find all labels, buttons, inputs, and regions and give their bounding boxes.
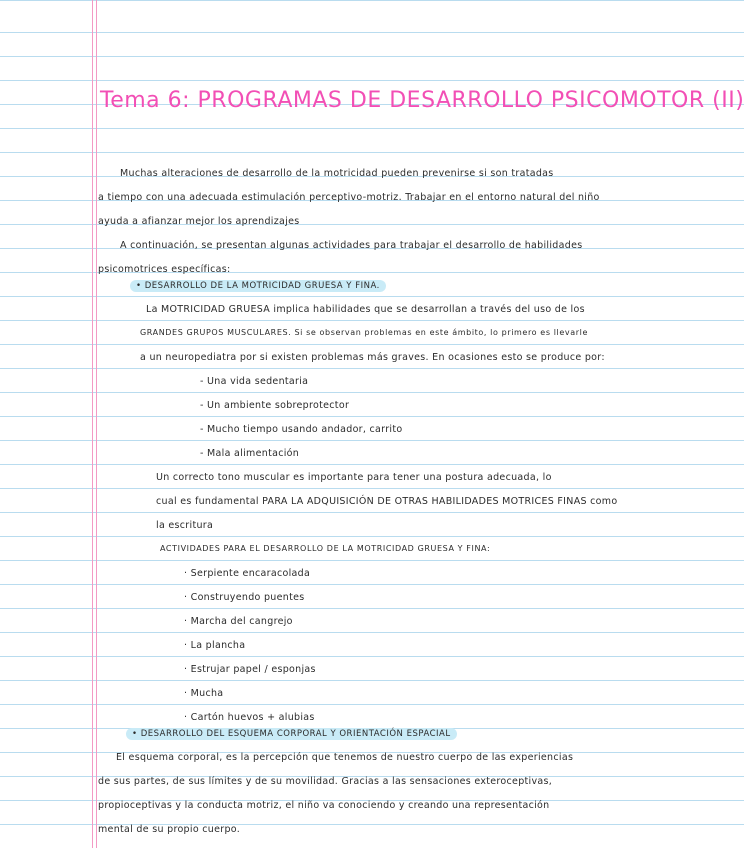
paragraph-line: cual es fundamental PARA LA ADQUISICIÓN DE OTRAS HABILIDADES MOTRICES FINAS como (156, 496, 618, 507)
page-title: Tema 6: PROGRAMAS DE DESARROLLO PSICOMOTOR (II) (100, 88, 744, 113)
paragraph-line: mental de su propio cuerpo. (98, 824, 241, 835)
list-item: · Cartón huevos + alubias (184, 712, 315, 723)
paragraph-line: GRANDES GRUPOS MUSCULARES. Si se observan problemas en este ámbito, lo primero es llevarle (140, 328, 588, 337)
list-item: - Una vida sedentaria (200, 376, 309, 387)
paragraph-line: a tiempo con una adecuada estimulación perceptivo-motriz. Trabajar en el entorno natural del niño (98, 192, 600, 203)
paragraph-line: la escritura (156, 520, 214, 531)
paragraph-line: a un neuropediatra por si existen problemas más graves. En ocasiones esto se produce por: (140, 352, 605, 363)
list-item: · Construyendo puentes (184, 592, 305, 603)
section-heading-text: • DESARROLLO DE LA MOTRICIDAD GRUESA Y FINA. (130, 280, 386, 292)
list-item: · Marcha del cangrejo (184, 616, 293, 627)
section-heading (126, 728, 626, 739)
paragraph-line: La MOTRICIDAD GRUESA implica habilidades que se desarrollan a través del uso de los (146, 304, 585, 315)
paragraph-line: Muchas alteraciones de desarrollo de la motricidad pueden prevenirse si son tratadas (120, 168, 554, 179)
list-item: - Un ambiente sobreprotector (200, 400, 350, 411)
list-item: · Estrujar papel / esponjas (184, 664, 316, 675)
paragraph-line: A continuación, se presentan algunas actividades para trabajar el desarrollo de habilidades (120, 240, 583, 251)
margin-line (92, 0, 93, 848)
section-heading-text: • DESARROLLO DEL ESQUEMA CORPORAL Y ORIENTACIÓN ESPACIAL (126, 728, 457, 740)
list-item: · La plancha (184, 640, 246, 651)
list-item: - Mala alimentación (200, 448, 300, 459)
paragraph-line: Un correcto tono muscular es importante para tener una postura adecuada, lo (156, 472, 552, 483)
list-heading: ACTIVIDADES PARA EL DESARROLLO DE LA MOTRICIDAD GRUESA Y FINA: (160, 544, 491, 553)
list-item: · Serpiente encaracolada (184, 568, 311, 579)
section-heading (130, 280, 630, 291)
paragraph-line: psicomotrices específicas: (98, 264, 231, 275)
list-item: - Mucho tiempo usando andador, carrito (200, 424, 403, 435)
paragraph-line: de sus partes, de sus límites y de su movilidad. Gracias a las sensaciones exteroceptivas, (98, 776, 553, 787)
paragraph-line: El esquema corporal, es la percepción que tenemos de nuestro cuerpo de las experiencias (116, 752, 574, 763)
paragraph-line: propioceptivas y la conducta motriz, el niño va conociendo y creando una representación (98, 800, 550, 811)
list-item: · Mucha (184, 688, 224, 699)
paragraph-line: ayuda a afianzar mejor los aprendizajes (98, 216, 300, 227)
margin-line (96, 0, 97, 848)
